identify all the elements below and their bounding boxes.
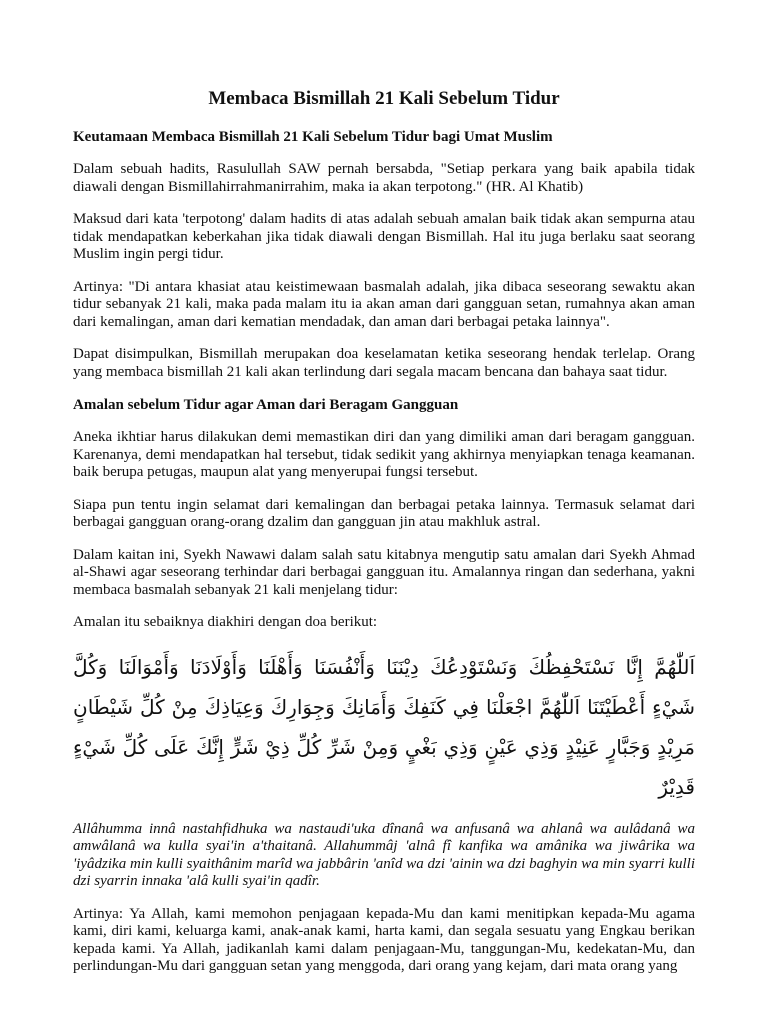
arabic-prayer: اَللّٰهُمَّ إِنَّا نَسْتَحْفِظُكَ وَنَسْتَوْدِعُكَ دِيْنَنَا وَأَنْفُسَنَا وَأَهْلَنَا وَأَوْلَادَنَا وَأَمْوَالَنَا وَكُلَّ شَيْءٍ أَعْطَيْتَنَا اَللّٰهُمَّ اجْعَلْنَا فِي كَنَفِكَ وَأَمَانِكَ وَجِوَارِكَ وَعِيَاذِكَ مِنْ كُلِّ شَيْطَانٍ مَرِيْدٍ وَجَبَّارٍ عَنِيْدٍ وَذِي عَيْنٍ وَذِي بَغْيٍ وَمِنْ شَرِّ كُلِّ ذِيْ شَرٍّ إِنَّكَ عَلَى كُلِّ شَيْءٍ قَدِيْرٌ (73, 654, 695, 799)
paragraph-syekh-nawawi: Dalam kaitan ini, Syekh Nawawi dalam salah satu kitabnya mengutip satu amalan dari Syekh Ahmad al-Shawi agar seseorang terhindar dari berbagai gangguan itu. Amalannya ringan dan sederhana, yakni membaca basmalah sebanyak 21 kali menjelang tidur: (73, 546, 695, 598)
paragraph-kesimpulan: Dapat disimpulkan, Bismillah merupakan doa keselamatan ketika seseorang hendak terlelap. Orang yang membaca bismillah 21 kali akan terlindung dari segala macam bencana dan bahaya saat tidur. (73, 346, 695, 380)
prayer-translation: Artinya: Ya Allah, kami memohon penjagaan kepada-Mu dan kami menitipkan kepada-Mu agama kami, diri kami, keluarga kami, anak-anak kami, harta kami, dan segala sesuatu yang Engkau berikan kepada kami. Ya Allah, jadikanlah kami dalam penjagaan-Mu, tanggungan-Mu, kedekatan-Mu, dan perlindungan-Mu dari gangguan setan yang menggoda, dari orang yang kejam, dari mata orang yang (73, 905, 695, 974)
paragraph-doa-intro: Amalan itu sebaiknya diakhiri dengan doa berikut: (73, 614, 378, 630)
paragraph-artinya-khasiat: Artinya: "Di antara khasiat atau keistimewaan basmalah adalah, jika dibaca seseorang sewaktu akan tidur sebanyak 21 kali, maka pada malam itu ia akan aman dari gangguan setan, rumahnya akan aman dari kemalingan, aman dari kematian mendadak, dan aman dari berbagai petaka lainnya". (73, 278, 695, 330)
section-heading-keutamaan: Keutamaan Membaca Bismillah 21 Kali Sebelum Tidur bagi Umat Muslim (73, 129, 553, 145)
paragraph-maksud: Maksud dari kata 'terpotong' dalam hadits di atas adalah sebuah amalan baik tidak akan sempurna atau tidak mendapatkan keberkahan jika tidak diawali dengan Bismillah. Hal itu juga berlaku saat seorang Muslim ingin pergi tidur. (73, 211, 695, 262)
paragraph-selamat: Siapa pun tentu ingin selamat dari kemalingan dan berbagai petaka lainnya. Termasuk selamat dari berbagai gangguan orang-orang dzalim dan gangguan jin atau makhluk astral. (73, 496, 695, 530)
paragraph-hadits: Dalam sebuah hadits, Rasulullah SAW pernah bersabda, "Setiap perkara yang baik apabila tidak diawali dengan Bismillahirrahmanirrahim, maka ia akan terpotong." (HR. Al Khatib) (73, 161, 695, 195)
paragraph-ikhtiar: Aneka ikhtiar harus dilakukan demi memastikan diri dan yang dimiliki aman dari beragam gangguan. Karenanya, demi mendapatkan hal tersebut, tidak sedikit yang akhirnya menyiapkan tenaga keamanan. baik berupa petugas, maupun alat yang menyerupai fungsi tersebut. (73, 429, 695, 480)
document-title: Membaca Bismillah 21 Kali Sebelum Tidur (208, 88, 560, 109)
prayer-transliteration: Allâhumma innâ nastahfidhuka wa nastaudi'uka dînanâ wa anfusanâ wa ahlanâ wa aulâdanâ wa amwâlanâ wa kulla syai'in a'thaitanâ. Allahummâj 'alnâ fî kanfika wa amânika wa jiwârika wa 'iyâdzika min kulli syaithânim marîd wa jabbârin 'anîd wa dzi 'ainin wa dzi baghyin wa min syarri kulli dzi syarrin innaka 'alâ kulli syai'in qadîr. (73, 820, 695, 889)
section-heading-amalan: Amalan sebelum Tidur agar Aman dari Beragam Gangguan (73, 397, 459, 413)
document-page (73, 88, 695, 991)
